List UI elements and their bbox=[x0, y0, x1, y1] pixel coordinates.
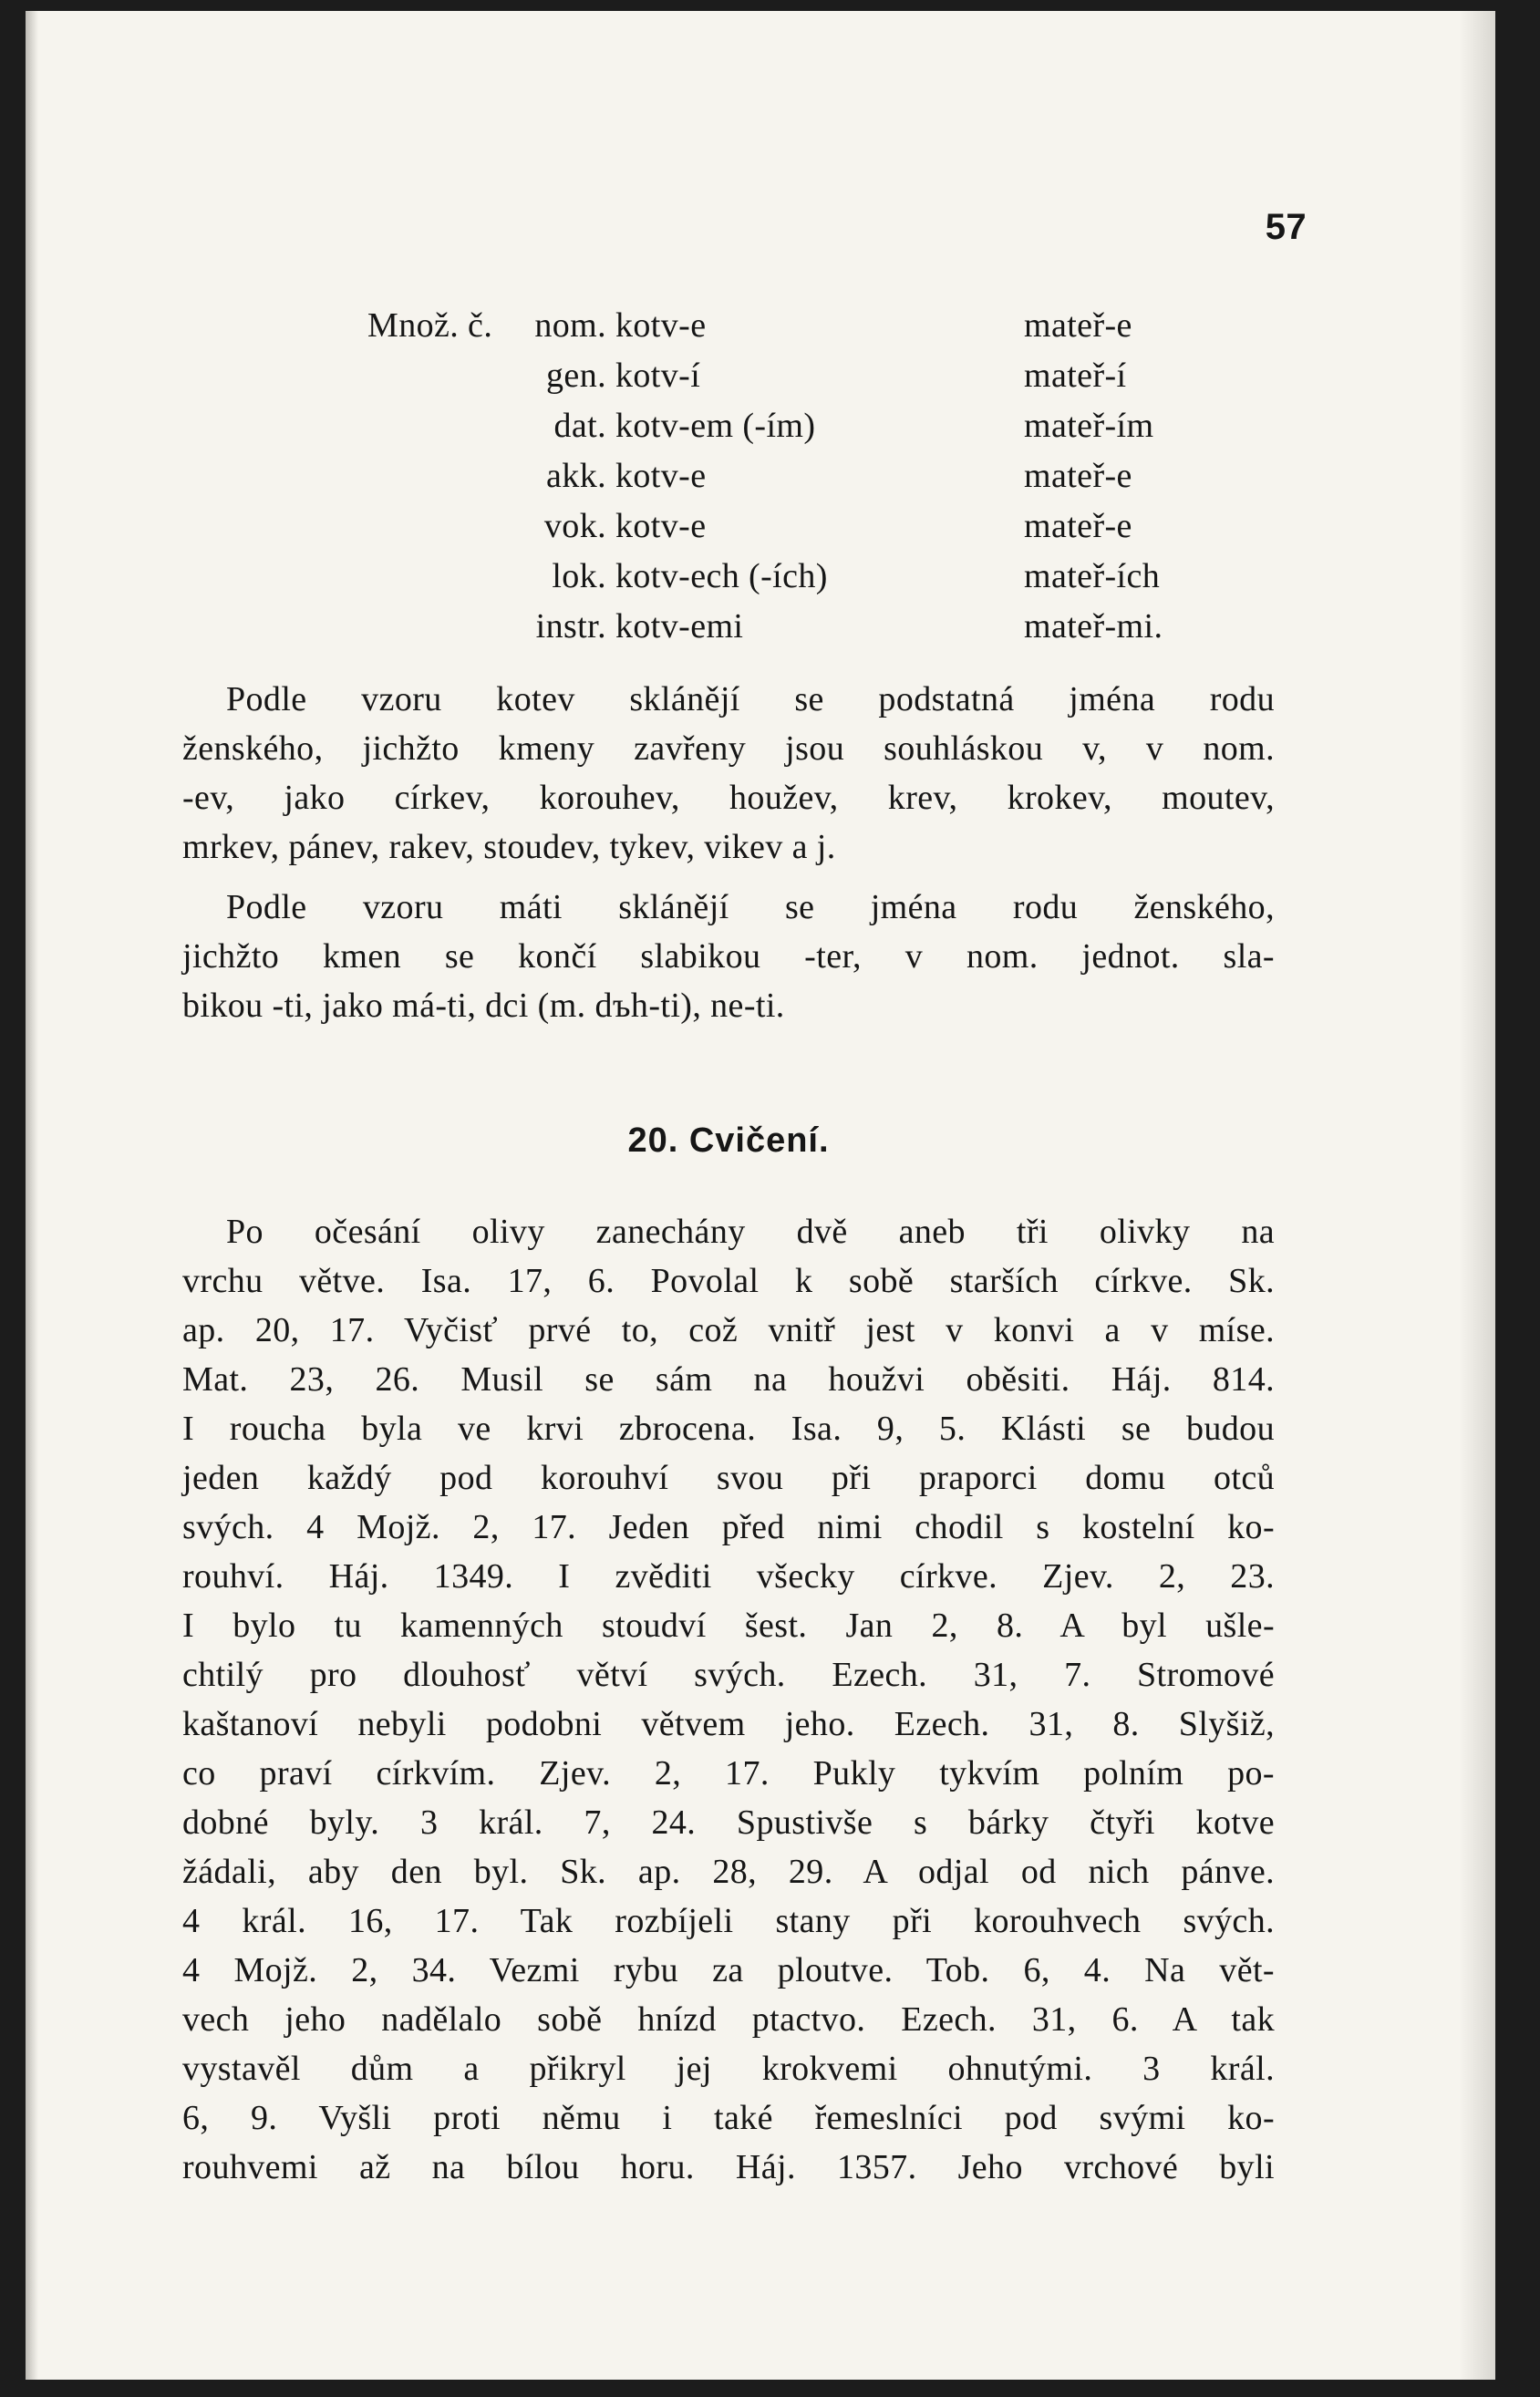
text-line: ženského, jichžto kmeny zavřeny jsou souhláskou v, v nom. bbox=[182, 729, 1275, 768]
text-line: I bylo tu kamenných stoudví šest. Jan 2, 8. A byl ušle- bbox=[182, 1607, 1275, 1645]
text-line: vech jeho nadělalo sobě hnízd ptactvo. Ezech. 31, 6. A tak bbox=[182, 2000, 1275, 2039]
text-line: 4 král. 16, 17. Tak rozbíjeli stany při korouhvech svých. bbox=[182, 1902, 1275, 1940]
number-label: Množ. č. bbox=[367, 306, 493, 345]
mati-form: mateř-í bbox=[1024, 356, 1127, 395]
text-line: ap. 20, 17. Vyčisť prvé to, což vnitř jest v konvi a v míse. bbox=[182, 1311, 1275, 1349]
kotev-form: kotv-e bbox=[615, 457, 707, 495]
text-line: 6, 9. Vyšli proti němu i také řemeslníci pod svými ko- bbox=[182, 2099, 1275, 2137]
paragraph-kotev bbox=[182, 675, 1275, 872]
mati-form: mateř-e bbox=[1024, 306, 1132, 345]
kotev-form: kotv-emi bbox=[615, 607, 744, 646]
mati-form: mateř-ích bbox=[1024, 557, 1161, 595]
text-line: jeden každý pod korouhví svou při praporci domu otců bbox=[182, 1459, 1275, 1497]
text-line: -ev, jako církev, korouhev, houžev, krev, krokev, moutev, bbox=[182, 779, 1275, 817]
text-line: Podle vzoru máti sklánějí se jména rodu ženského, bbox=[226, 888, 1275, 926]
declension-row bbox=[367, 351, 1279, 401]
case-label: dat. bbox=[553, 407, 606, 445]
text-line: chtilý pro dlouhosť větví svých. Ezech. 31, 7. Stromové bbox=[182, 1656, 1275, 1694]
case-label: instr. bbox=[535, 607, 606, 646]
text-line: Podle vzoru kotev sklánějí se podstatná jména rodu bbox=[226, 680, 1275, 718]
text-line: Mat. 23, 26. Musil se sám na houžvi oběsiti. Háj. 814. bbox=[182, 1360, 1275, 1399]
text-line: dobné byly. 3 král. 7, 24. Spustivše s bárky čtyři kotve bbox=[182, 1803, 1275, 1842]
case-label: gen. bbox=[546, 356, 606, 395]
kotev-form: kotv-e bbox=[615, 306, 707, 345]
kotev-form: kotv-ech (-ích) bbox=[615, 557, 828, 595]
kotev-form: kotv-e bbox=[615, 507, 707, 545]
text-line: co praví církvím. Zjev. 2, 17. Pukly tykvím polním po- bbox=[182, 1754, 1275, 1793]
text-line: 4 Mojž. 2, 34. Vezmi rybu za ploutve. Tob. 6, 4. Na vět- bbox=[182, 1951, 1275, 1989]
text-line: vystavěl dům a přikryl jej krokvemi ohnutými. 3 král. bbox=[182, 2050, 1275, 2088]
declension-row bbox=[367, 301, 1279, 351]
declension-row bbox=[367, 401, 1279, 451]
page-binding-shadow bbox=[26, 11, 38, 2380]
case-label: vok. bbox=[543, 507, 606, 545]
text-line: žádali, aby den byl. Sk. ap. 28, 29. A odjal od nich pánve. bbox=[182, 1853, 1275, 1891]
exercise-text bbox=[182, 1207, 1275, 2192]
text-line: I roucha byla ve krvi zbrocena. Isa. 9, 5. Klásti se budou bbox=[182, 1410, 1275, 1448]
declension-row bbox=[367, 451, 1279, 501]
book-page bbox=[26, 11, 1495, 2380]
text-line: Po očesání olivy zanechány dvě aneb tři olivky na bbox=[226, 1213, 1275, 1251]
declension-row bbox=[367, 602, 1279, 652]
text-line: kaštanoví nebyli podobni větvem jeho. Ezech. 31, 8. Slyšiž, bbox=[182, 1705, 1275, 1743]
text-line: mrkev, pánev, rakev, stoudev, tykev, vikev a j. bbox=[182, 828, 836, 866]
text-line: rouhvemi až na bílou horu. Háj. 1357. Jeho vrchové byli bbox=[182, 2148, 1275, 2186]
case-label: nom. bbox=[534, 306, 606, 345]
section-heading: 20. Cvičení. bbox=[627, 1121, 830, 1160]
mati-form: mateř-mi. bbox=[1024, 607, 1163, 646]
mati-form: mateř-ím bbox=[1024, 407, 1154, 445]
declension-row bbox=[367, 552, 1279, 602]
text-line: svých. 4 Mojž. 2, 17. Jeden před nimi chodil s kostelní ko- bbox=[182, 1508, 1275, 1546]
text-line: vrchu větve. Isa. 17, 6. Povolal k sobě starších církve. Sk. bbox=[182, 1262, 1275, 1300]
case-label: akk. bbox=[546, 457, 606, 495]
mati-form: mateř-e bbox=[1024, 457, 1132, 495]
declension-table bbox=[367, 301, 1279, 652]
kotev-form: kotv-em (-ím) bbox=[615, 407, 816, 445]
mati-form: mateř-e bbox=[1024, 507, 1132, 545]
case-label: lok. bbox=[552, 557, 606, 595]
text-line: rouhví. Háj. 1349. I zvěditi všecky církve. Zjev. 2, 23. bbox=[182, 1557, 1275, 1596]
paragraph-mati bbox=[182, 883, 1275, 1030]
page-number: 57 bbox=[1265, 207, 1307, 247]
kotev-form: kotv-í bbox=[615, 356, 701, 395]
text-line: jichžto kmen se končí slabikou -ter, v nom. jednot. sla- bbox=[182, 937, 1275, 976]
text-line: bikou -ti, jako má-ti, dci (m. dъh-ti), ne-ti. bbox=[182, 987, 785, 1025]
page-edge-shadow bbox=[1459, 11, 1495, 2380]
declension-row bbox=[367, 501, 1279, 552]
